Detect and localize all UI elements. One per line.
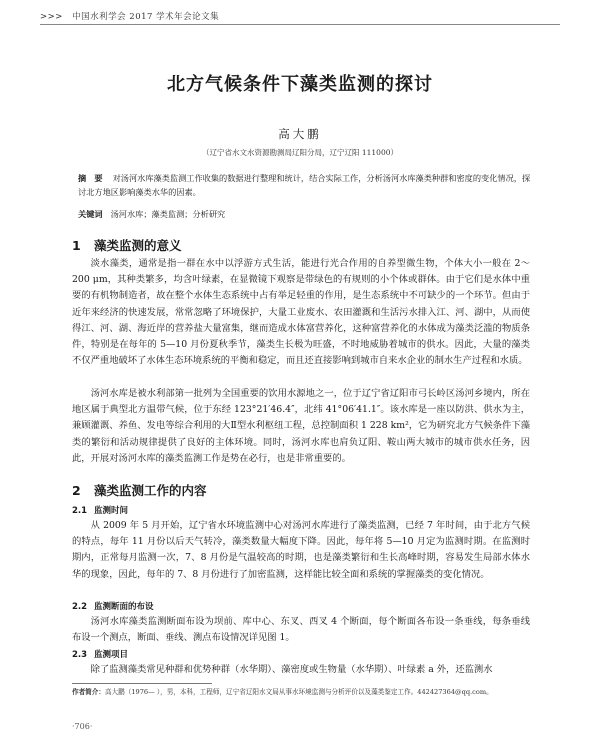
header-rule xyxy=(40,24,560,25)
running-head-arrows: >>> xyxy=(40,12,63,22)
subsection-2-1-number: 2.1 xyxy=(72,506,88,516)
author-affiliation: （辽宁省水文水资源勘测局辽阳分局，辽宁辽阳 111000） xyxy=(201,148,398,157)
footnote-label: 作者简介： xyxy=(72,688,105,696)
section-2-heading xyxy=(72,481,207,499)
section-1-paragraph-1: 淡水藻类，通常是指一群在水中以浮游方式生活，能进行光合作用的自养型微生物，个体大小一般在 2～200 μm，其种类繁多，均含叶绿素，在显微镜下观察是带绿色的有规则的小个体或群体。由于它们是水体中重要的有机物制造者，故在整个水体生态系统中占有举足轻重的作用，是生态系统中不可缺少的一个环节。但由于近年来经济的快速发展，常常忽略了环境保护，大量工业废水、农田灌溉和生活污水排入江、河、湖中，从而使得江、河、湖、海近岸的营养盐大量富集，继而造成水体富营养化，这种富营养化的水体成为藻类泛滥的物质条件，特别是在每年的 5—10 月份夏秋季节，藻类生长极为旺盛，不时地威胁着城市的供水。因此，大量的藻类不仅严重地破坏了水体生态环境系统的平衡和稳定，而且还直接影响到城市自来水企业的制水生产过程和水质。 xyxy=(72,258,530,367)
keywords-label: 关键词 xyxy=(78,209,103,219)
abstract xyxy=(78,171,533,199)
subsection-2-3-title: 监测项目 xyxy=(94,650,129,660)
subsection-2-3-heading xyxy=(72,648,128,660)
subsection-2-1-title: 监测时间 xyxy=(94,506,129,516)
running-head-text: 中国水利学会 2017 学术年会论文集 xyxy=(72,12,220,22)
section-1-number: 1 xyxy=(72,238,81,253)
abstract-text: 对汤河水库藻类监测工作收集的数据进行整理和统计，结合实际工作，分析汤河水库藻类种群和密度的变化情况，探讨北方地区影响藻类水华的因素。 xyxy=(78,173,531,197)
section-1-paragraph-2: 汤河水库是被水利部第一批列为全国重要的饮用水源地之一，位于辽宁省辽阳市弓长岭区汤河乡境内，所在地区属于典型北方温带气候，位于东经 123°21′46.4″，北纬 41°06′41.1″。该水库是一座以防洪、供水为主，兼顾灌溉、养鱼、发电等综合利用的大Ⅱ型水利枢纽工程，总控制面积 1 228 km²，它为研究北方气候条件下藻类的繁衍和活动规律提供了良好的主体环境。同时，汤河水库也肩负辽阳、鞍山两大城市的城市供水任务，因此，开展对汤河水库的藻类监测工作是势在必行，也是非常重要的。 xyxy=(72,388,530,464)
subsection-2-2-paragraph: 汤河水库藻类监测断面布设为坝前、库中心、东叉、西叉 4 个断面，每个断面各布设一条垂线，每条垂线布设一个测点，断面、垂线、测点布设情况详见图 1。 xyxy=(72,616,530,644)
subsection-2-2-title: 监测断面的布设 xyxy=(94,602,154,612)
keywords xyxy=(78,209,533,220)
subsection-2-3-paragraph: 除了监测藻类常见种群和优势种群（水华期）、藻密度或生物量（水华期）、叶绿素 a 外，还监测水 xyxy=(90,664,493,675)
subsection-2-3-number: 2.3 xyxy=(72,650,88,660)
subsection-2-2-heading xyxy=(72,600,154,612)
page-number: ·706· xyxy=(72,722,93,731)
author-name: 高大鹏 xyxy=(278,127,322,141)
footnote-text: 高大鹏（1976— ），男，本科，工程师，辽宁省辽阳水文局从事水环境监测与分析评价以及藻类鉴定工作。442427364@qq.com。 xyxy=(104,688,493,696)
subsection-2-1-paragraph: 从 2009 年 5 月开始，辽宁省水环境监测中心对汤河水库进行了藻类监测，已经 7 年时间，由于北方气候的特点，每年 11 月份以后天气转冷，藻类数量大幅度下降。因此，每年将 5—10 月定为监测时期。在监测时期内，正常每月监测一次，7、8 月份是气温较高的时期，也是藻类繁衍和生长高峰时期，容易发生局部水体水华的现象，因此，每年的 7、8 月份进行了加密监测，这样能比较全面和系统的掌握藻类的变化情况。 xyxy=(72,520,530,580)
subsection-2-1-heading xyxy=(72,504,128,516)
section-2-number: 2 xyxy=(72,483,81,498)
author-footnote xyxy=(72,687,530,698)
abstract-label: 摘 要 xyxy=(78,173,103,183)
section-2-title: 藻类监测工作的内容 xyxy=(94,483,207,498)
footnote-rule xyxy=(72,683,212,684)
subsection-2-2-number: 2.2 xyxy=(72,602,88,612)
section-1-title: 藻类监测的意义 xyxy=(94,238,182,253)
paper-title: 北方气候条件下藻类监测的探讨 xyxy=(167,74,433,95)
running-head xyxy=(40,10,219,22)
keywords-text: 汤河水库；藻类监测；分析研究 xyxy=(110,209,226,219)
section-1-heading xyxy=(72,236,182,254)
